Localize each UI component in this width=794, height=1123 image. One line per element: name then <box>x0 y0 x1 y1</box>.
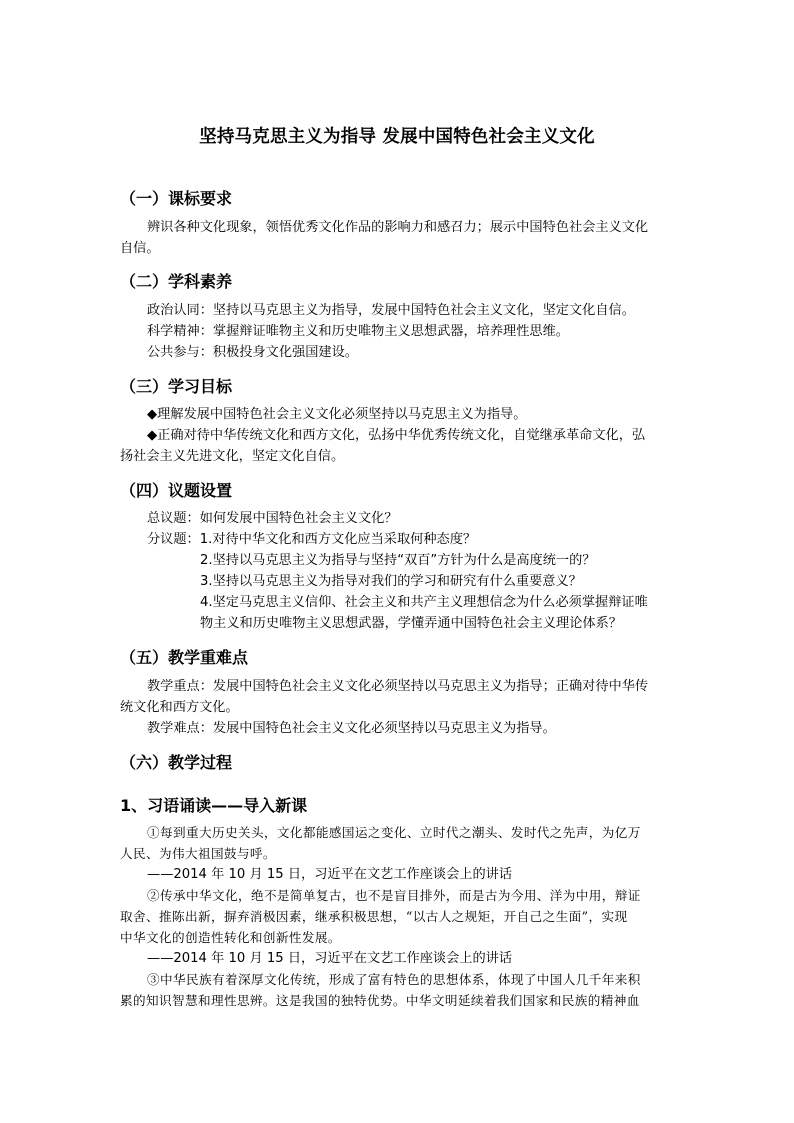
paragraph-line: 物主义和历史唯物主义思想武器，学懂弄通中国特色社会主义理论体系？ <box>200 616 622 631</box>
paragraph-line: 辨识各种文化现象，领悟优秀文化作品的影响力和感召力；展示中国特色社会主义文化 <box>147 220 649 235</box>
section-heading-key-points: （五）教学重难点 <box>120 648 249 667</box>
quote-source: ——2014 年 10 月 15 日，习近平在文艺工作座谈会上的讲话 <box>147 951 513 966</box>
paragraph-line: 4.坚定马克思主义信仰、社会主义和共产主义理想信念为什么必须掌握辩证唯 <box>200 595 648 610</box>
paragraph-line: 公共参与：积极投身文化强国建设。 <box>147 345 358 360</box>
paragraph-line: 教学难点：发展中国特色社会主义文化必须坚持以马克思主义为指导。 <box>147 721 556 736</box>
paragraph-line: 统文化和西方文化。 <box>120 700 239 715</box>
section-heading-process: （六）教学过程 <box>120 753 233 772</box>
quote-line: 中华文化的创造性转化和创新性发展。 <box>120 930 341 945</box>
quote-line: 取舍、推陈出新，摒弃消极因素，继承积极思想，“以古人之规矩，开自己之生面”，实现 <box>120 909 628 924</box>
section-heading-topics: （四）议题设置 <box>120 481 233 500</box>
document-title: 坚持马克思主义为指导 发展中国特色社会主义文化 <box>199 127 595 147</box>
quote-source: ——2014 年 10 月 15 日，习近平在文艺工作座谈会上的讲话 <box>147 867 513 882</box>
paragraph-line: 科学精神：掌握辩证唯物主义和历史唯物主义思想武器，培养理性思维。 <box>147 324 569 339</box>
section-heading-curriculum: （一）课标要求 <box>120 189 233 208</box>
paragraph-line: 总议题：如何发展中国特色社会主义文化？ <box>147 511 398 526</box>
subsection-heading-intro: 1、习语诵读——导入新课 <box>120 796 308 815</box>
quote-line: ②传承中华文化，绝不是简单复古，也不是盲目排外，而是古为今用、洋为中用，辩证 <box>147 888 641 903</box>
paragraph-line: 扬社会主义先进文化，坚定文化自信。 <box>120 449 345 464</box>
quote-line: ①每到重大历史关头，文化都能感国运之变化、立时代之潮头、发时代之先声，为亿万 <box>147 825 641 840</box>
paragraph-line: 教学重点：发展中国特色社会主义文化必须坚持以马克思主义为指导；正确对待中华传 <box>147 679 649 694</box>
paragraph-line: ◆正确对待中华传统文化和西方文化，弘扬中华优秀传统文化，自觉继承革命文化，弘 <box>147 428 646 443</box>
paragraph-line: 分议题：1.对待中华文化和西方文化应当采取何种态度？ <box>147 532 477 547</box>
quote-line: ③中华民族有着深厚文化传统，形成了富有特色的思想体系，体现了中国人几千年来积 <box>147 972 641 987</box>
paragraph-line: 政治认同：坚持以马克思主义为指导，发展中国特色社会主义文化，坚定文化自信。 <box>147 303 635 318</box>
paragraph-line: 自信。 <box>120 241 160 256</box>
section-heading-objectives: （三）学习目标 <box>120 377 233 396</box>
paragraph-line: 3.坚持以马克思主义为指导对我们的学习和研究有什么重要意义？ <box>200 574 582 589</box>
paragraph-line: ◆理解发展中国特色社会主义文化必须坚持以马克思主义为指导。 <box>147 407 527 422</box>
section-heading-literacy: （二）学科素养 <box>120 272 233 291</box>
paragraph-line: 2.坚持以马克思主义为指导与坚持“双百”方针为什么是高度统一的？ <box>200 553 596 568</box>
quote-line: 人民、为伟大祖国鼓与呼。 <box>120 846 276 861</box>
quote-line: 累的知识智慧和理性思辨。这是我国的独特优势。中华文明延续着我们国家和民族的精神血 <box>120 993 640 1008</box>
